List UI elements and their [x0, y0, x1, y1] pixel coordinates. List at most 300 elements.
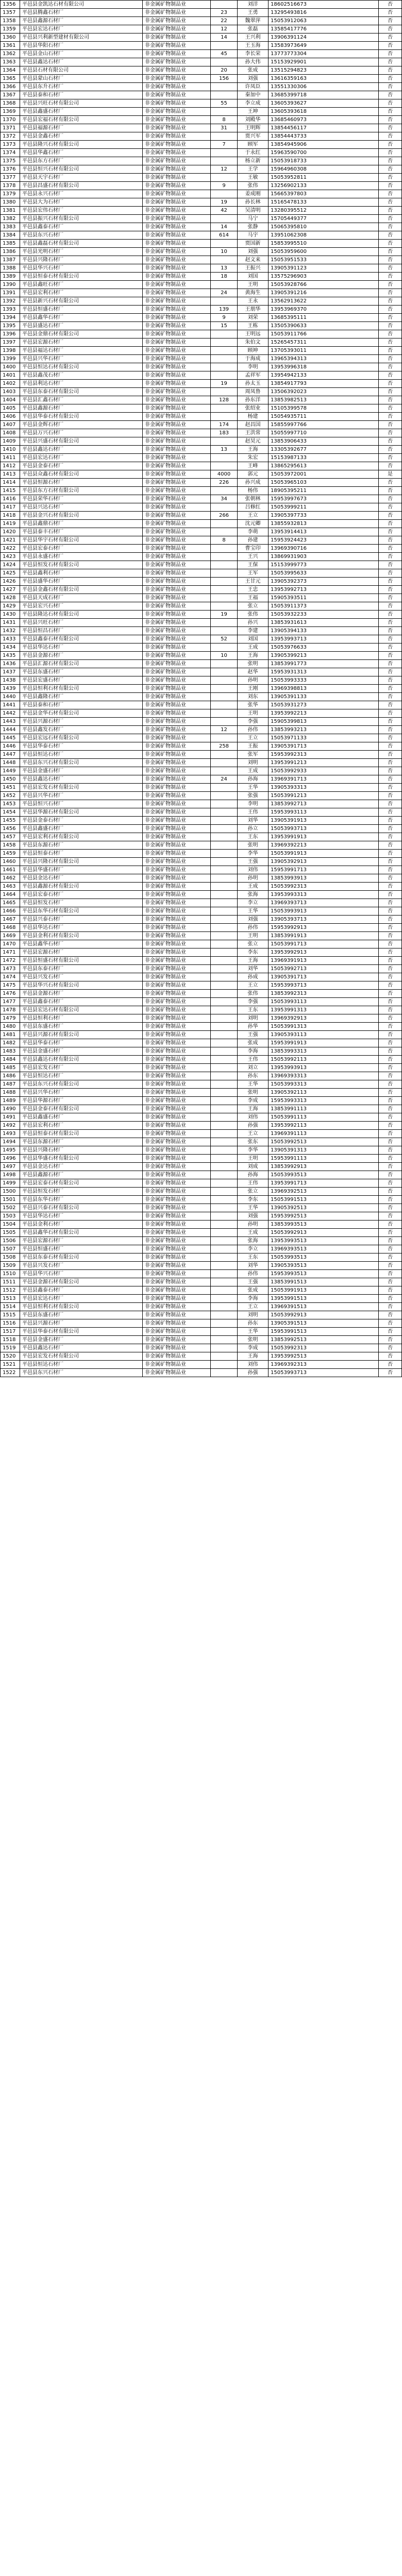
contact-person-cell: 李明 [238, 800, 269, 808]
table-row [1, 957, 402, 965]
row-number-cell: 1474 [1, 973, 20, 981]
row-number-cell: 1410 [1, 446, 20, 454]
industry-cell: 非金属矿物制品业 [143, 726, 211, 734]
table-row [1, 462, 402, 470]
quantity-cell: 12 [211, 25, 238, 33]
phone-number-cell: 13969393713 [269, 899, 379, 907]
industry-cell: 非金属矿物制品业 [143, 932, 211, 940]
quantity-cell: 12 [211, 726, 238, 734]
contact-person-cell: 张静 [238, 223, 269, 231]
flag-cell: 否 [379, 553, 402, 561]
contact-person-cell: 杨伟 [238, 487, 269, 495]
table-row [1, 9, 402, 17]
table-row [1, 940, 402, 948]
industry-cell: 非金属矿物制品业 [143, 800, 211, 808]
industry-cell: 非金属矿物制品业 [143, 1089, 211, 1097]
industry-cell: 非金属矿物制品业 [143, 528, 211, 536]
flag-cell: 否 [379, 503, 402, 512]
company-name-cell: 平邑县宏盛石材厂 [20, 676, 143, 685]
industry-cell: 非金属矿物制品业 [143, 1278, 211, 1286]
industry-cell: 非金属矿物制品业 [143, 231, 211, 240]
company-name-cell: 平邑县华鑫石材厂 [20, 149, 143, 157]
contact-person-cell: 赵华 [238, 668, 269, 676]
table-row [1, 429, 402, 437]
industry-cell: 非金属矿物制品业 [143, 99, 211, 108]
phone-number-cell: 13280395512 [269, 207, 379, 215]
quantity-cell [211, 1204, 238, 1212]
flag-cell: 否 [379, 264, 402, 273]
contact-person-cell: 张军 [238, 751, 269, 759]
industry-cell: 非金属矿物制品业 [143, 380, 211, 388]
contact-person-cell: 张明 [238, 841, 269, 850]
industry-cell: 非金属矿物制品业 [143, 1311, 211, 1319]
company-name-cell: 平邑县鑫隆石材厂 [20, 693, 143, 701]
quantity-cell: 42 [211, 207, 238, 215]
flag-cell: 否 [379, 817, 402, 825]
quantity-cell [211, 108, 238, 116]
phone-number-cell: 13854945906 [269, 141, 379, 149]
phone-number-cell: 15053952811 [269, 174, 379, 182]
quantity-cell: 139 [211, 306, 238, 314]
quantity-cell [211, 1212, 238, 1221]
flag-cell: 否 [379, 1031, 402, 1039]
industry-cell: 非金属矿物制品业 [143, 627, 211, 635]
table-row [1, 784, 402, 792]
company-name-cell: 平邑县鑫泰石材有限公司 [20, 635, 143, 643]
flag-cell: 否 [379, 619, 402, 627]
contact-person-cell: 王海 [238, 1105, 269, 1113]
contact-person-cell: 王明远 [238, 330, 269, 338]
contact-person-cell: 王明辉 [238, 124, 269, 132]
quantity-cell [211, 388, 238, 396]
phone-number-cell: 15053993713 [269, 825, 379, 833]
flag-cell: 否 [379, 413, 402, 421]
industry-cell: 非金属矿物制品业 [143, 718, 211, 726]
contact-person-cell: 沈元卿 [238, 520, 269, 528]
company-name-cell: 平邑县利达石材厂 [20, 380, 143, 388]
phone-number-cell: 13905392113 [269, 1089, 379, 1097]
quantity-cell [211, 825, 238, 833]
quantity-cell [211, 1229, 238, 1237]
table-row [1, 1204, 402, 1212]
row-number-cell: 1500 [1, 1188, 20, 1196]
quantity-cell: 23 [211, 9, 238, 17]
row-number-cell: 1408 [1, 429, 20, 437]
table-row [1, 1047, 402, 1056]
row-number-cell: 1506 [1, 1237, 20, 1245]
flag-cell: 否 [379, 545, 402, 553]
company-name-cell: 平邑县宏利石材厂 [20, 289, 143, 297]
table-row [1, 709, 402, 718]
industry-cell: 非金属矿物制品业 [143, 1155, 211, 1163]
flag-cell: 否 [379, 668, 402, 676]
company-name-cell: 平邑县金泰石材厂 [20, 462, 143, 470]
industry-cell: 非金属矿物制品业 [143, 281, 211, 289]
quantity-cell [211, 1352, 238, 1361]
phone-number-cell: 13905392513 [269, 1204, 379, 1212]
table-row [1, 1286, 402, 1295]
contact-person-cell: 王福 [238, 594, 269, 602]
flag-cell: 否 [379, 182, 402, 190]
row-number-cell: 1402 [1, 380, 20, 388]
contact-person-cell: 王振兴 [238, 264, 269, 273]
flag-cell: 否 [379, 1328, 402, 1336]
table-row [1, 751, 402, 759]
flag-cell: 否 [379, 1262, 402, 1270]
quantity-cell: 156 [211, 75, 238, 83]
phone-number-cell: 13969393513 [269, 1245, 379, 1253]
company-name-cell: 平邑县金利石材有限公司 [20, 932, 143, 940]
industry-cell: 非金属矿物制品业 [143, 1253, 211, 1262]
flag-cell: 否 [379, 1344, 402, 1352]
phone-number-cell: 13585417776 [269, 25, 379, 33]
row-number-cell: 1448 [1, 759, 20, 767]
contact-person-cell: 赵文来 [238, 256, 269, 264]
quantity-cell [211, 1171, 238, 1179]
table-row [1, 1369, 402, 1377]
flag-cell: 否 [379, 99, 402, 108]
flag-cell: 否 [379, 429, 402, 437]
row-number-cell: 1430 [1, 611, 20, 619]
row-number-cell: 1449 [1, 767, 20, 775]
phone-number-cell: 15053993313 [269, 1080, 379, 1089]
phone-number-cell: 15065395810 [269, 223, 379, 231]
industry-cell: 非金属矿物制品业 [143, 495, 211, 503]
table-row [1, 454, 402, 462]
phone-number-cell: 13515294823 [269, 66, 379, 75]
flag-cell: 否 [379, 421, 402, 429]
company-name-cell: 平邑县恒发石材厂 [20, 1188, 143, 1196]
quantity-cell [211, 1146, 238, 1155]
contact-person-cell: 王成 [238, 1229, 269, 1237]
table-row [1, 75, 402, 83]
flag-cell: 否 [379, 83, 402, 91]
table-row [1, 1155, 402, 1163]
row-number-cell: 1505 [1, 1229, 20, 1237]
table-row [1, 841, 402, 850]
company-name-cell: 平邑县东盛石材厂 [20, 668, 143, 676]
company-name-cell: 平邑县宏发石材有限公司 [20, 1352, 143, 1361]
contact-person-cell: 王忠 [238, 586, 269, 594]
row-number-cell: 1501 [1, 1196, 20, 1204]
phone-number-cell: 13905393713 [269, 916, 379, 924]
phone-number-cell: 13905399213 [269, 652, 379, 660]
contact-person-cell: 王立 [238, 1303, 269, 1311]
flag-cell: 否 [379, 273, 402, 281]
phone-number-cell: 13905391713 [269, 742, 379, 751]
quantity-cell [211, 1138, 238, 1146]
industry-cell: 非金属矿物制品业 [143, 330, 211, 338]
company-name-cell: 平邑县宏源石材厂 [20, 338, 143, 347]
contact-person-cell: 张伟 [238, 990, 269, 998]
flag-cell: 否 [379, 611, 402, 619]
phone-number-cell: 13905391123 [269, 264, 379, 273]
company-name-cell: 平邑县金盛石材厂 [20, 767, 143, 775]
company-name-cell: 平邑县华兴石材有限公司 [20, 981, 143, 990]
quantity-cell [211, 973, 238, 981]
industry-cell: 非金属矿物制品业 [143, 685, 211, 693]
row-number-cell: 1497 [1, 1163, 20, 1171]
contact-person-cell: 刘立 [238, 1064, 269, 1072]
industry-cell: 非金属矿物制品业 [143, 1352, 211, 1361]
quantity-cell: 14 [211, 33, 238, 42]
industry-cell: 非金属矿物制品业 [143, 157, 211, 165]
flag-cell: 否 [379, 1179, 402, 1188]
company-name-cell: 平邑县金鼎石材有限公司 [20, 330, 143, 338]
phone-number-cell: 15053965103 [269, 479, 379, 487]
quantity-cell [211, 891, 238, 899]
industry-cell: 非金属矿物制品业 [143, 1023, 211, 1031]
flag-cell: 否 [379, 899, 402, 907]
row-number-cell: 1510 [1, 1270, 20, 1278]
contact-person-cell: 郭元 [238, 470, 269, 479]
quantity-cell [211, 1014, 238, 1023]
table-row [1, 932, 402, 940]
industry-cell: 非金属矿物制品业 [143, 363, 211, 371]
phone-number-cell: 13853993213 [269, 726, 379, 734]
contact-person-cell: 王永 [238, 297, 269, 306]
table-row [1, 231, 402, 240]
company-name-cell: 平邑县华兴石材厂 [20, 1270, 143, 1278]
phone-number-cell: 13953991713 [269, 1179, 379, 1188]
table-row [1, 611, 402, 619]
industry-cell: 非金属矿物制品业 [143, 619, 211, 627]
flag-cell: 否 [379, 685, 402, 693]
company-name-cell: 平邑县鑫达石材厂 [20, 1344, 143, 1352]
contact-person-cell: 张绍业 [238, 404, 269, 413]
table-row [1, 256, 402, 264]
quantity-cell [211, 693, 238, 701]
industry-cell: 非金属矿物制品业 [143, 734, 211, 742]
quantity-cell [211, 751, 238, 759]
table-row [1, 396, 402, 404]
industry-cell: 非金属矿物制品业 [143, 1171, 211, 1179]
industry-cell: 非金属矿物制品业 [143, 1080, 211, 1089]
contact-person-cell: 吕修红 [238, 503, 269, 512]
industry-cell: 非金属矿物制品业 [143, 668, 211, 676]
phone-number-cell: 13853993313 [269, 1047, 379, 1056]
company-name-cell: 平邑县宏达石材厂 [20, 1295, 143, 1303]
quantity-cell: 13 [211, 264, 238, 273]
phone-number-cell: 13505390633 [269, 322, 379, 330]
quantity-cell [211, 215, 238, 223]
row-number-cell: 1476 [1, 990, 20, 998]
table-row [1, 157, 402, 165]
flag-cell: 否 [379, 561, 402, 569]
row-number-cell: 1509 [1, 1262, 20, 1270]
table-row [1, 734, 402, 742]
company-name-cell: 平邑县华泰石材有限公司 [20, 1328, 143, 1336]
flag-cell: 否 [379, 132, 402, 141]
phone-number-cell: 13853992913 [269, 1163, 379, 1171]
contact-person-cell: 朱伯文 [238, 338, 269, 347]
quantity-cell [211, 1155, 238, 1163]
row-number-cell: 1486 [1, 1072, 20, 1080]
flag-cell: 否 [379, 1072, 402, 1080]
row-number-cell: 1364 [1, 66, 20, 75]
phone-number-cell: 13954942133 [269, 371, 379, 380]
quantity-cell [211, 767, 238, 775]
company-name-cell: 平邑县恒盛石材厂 [20, 1245, 143, 1253]
table-row [1, 1014, 402, 1023]
row-number-cell: 1420 [1, 528, 20, 536]
phone-number-cell: 13853991513 [269, 1278, 379, 1286]
row-number-cell: 1432 [1, 627, 20, 635]
phone-number-cell: 15053991513 [269, 1196, 379, 1204]
flag-cell: 否 [379, 91, 402, 99]
contact-person-cell: 李华 [238, 850, 269, 858]
flag-cell: 否 [379, 149, 402, 157]
flag-cell: 否 [379, 1122, 402, 1130]
phone-number-cell: 13969392213 [269, 841, 379, 850]
quantity-cell [211, 462, 238, 470]
table-row [1, 1253, 402, 1262]
contact-person-cell: 贾国新 [238, 240, 269, 248]
table-row [1, 520, 402, 528]
phone-number-cell: 13969392313 [269, 1361, 379, 1369]
flag-cell: 否 [379, 990, 402, 998]
quantity-cell [211, 948, 238, 957]
company-name-cell: 平邑县兴隆石材厂 [20, 1146, 143, 1155]
phone-number-cell: 15053993513 [269, 1253, 379, 1262]
table-row [1, 446, 402, 454]
flag-cell: 否 [379, 1196, 402, 1204]
industry-cell: 非金属矿物制品业 [143, 1039, 211, 1047]
company-name-cell: 平邑县宏泰石材厂 [20, 545, 143, 553]
table-row [1, 528, 402, 536]
phone-number-cell: 15053992913 [269, 1229, 379, 1237]
phone-number-cell: 15053999211 [269, 503, 379, 512]
quantity-cell [211, 503, 238, 512]
contact-person-cell: 王立 [238, 734, 269, 742]
row-number-cell: 1399 [1, 355, 20, 363]
phone-number-cell: 15053972001 [269, 470, 379, 479]
industry-cell: 非金属矿物制品业 [143, 1369, 211, 1377]
contact-person-cell: 刘殿华 [238, 116, 269, 124]
company-name-cell: 平邑县鑫达石材有限公司 [20, 1056, 143, 1064]
company-name-cell: 平邑县兴达石材厂 [20, 503, 143, 512]
company-name-cell: 平邑县华泰石材厂 [20, 742, 143, 751]
flag-cell: 否 [379, 322, 402, 330]
phone-number-cell: 13685399718 [269, 91, 379, 99]
company-name-cell: 平邑县大为石材厂 [20, 198, 143, 207]
quantity-cell: 10 [211, 248, 238, 256]
contact-person-cell: 王立 [238, 512, 269, 520]
row-number-cell: 1373 [1, 141, 20, 149]
flag-cell: 否 [379, 726, 402, 734]
flag-cell: 否 [379, 1245, 402, 1253]
quantity-cell [211, 1369, 238, 1377]
table-row [1, 866, 402, 874]
industry-cell: 非金属矿物制品业 [143, 17, 211, 25]
flag-cell: 否 [379, 643, 402, 652]
phone-number-cell: 13575296903 [269, 273, 379, 281]
table-row [1, 487, 402, 495]
table-row [1, 1138, 402, 1146]
contact-person-cell: 张成 [238, 66, 269, 75]
flag-cell: 否 [379, 174, 402, 182]
row-number-cell: 1401 [1, 371, 20, 380]
contact-person-cell: 李立 [238, 899, 269, 907]
company-name-cell: 平邑县华盛石材厂 [20, 866, 143, 874]
industry-cell: 非金属矿物制品业 [143, 446, 211, 454]
table-row [1, 635, 402, 643]
industry-cell: 非金属矿物制品业 [143, 132, 211, 141]
flag-cell: 否 [379, 1278, 402, 1286]
company-name-cell: 平邑县金达石材厂 [20, 874, 143, 883]
contact-person-cell: 孙海 [238, 775, 269, 784]
row-number-cell: 1499 [1, 1179, 20, 1188]
phone-number-cell: 13854443733 [269, 132, 379, 141]
industry-cell: 非金属矿物制品业 [143, 297, 211, 306]
flag-cell: 否 [379, 1303, 402, 1311]
industry-cell: 非金属矿物制品业 [143, 33, 211, 42]
table-row [1, 512, 402, 520]
row-number-cell: 1452 [1, 792, 20, 800]
industry-cell: 非金属矿物制品业 [143, 792, 211, 800]
flag-cell: 否 [379, 1212, 402, 1221]
contact-person-cell: 王勇 [238, 9, 269, 17]
phone-number-cell: 15053912063 [269, 17, 379, 25]
contact-person-cell: 孙太玉 [238, 380, 269, 388]
quantity-cell [211, 1336, 238, 1344]
contact-person-cell: 王立 [238, 981, 269, 990]
industry-cell: 非金属矿物制品业 [143, 487, 211, 495]
phone-number-cell: 15265457311 [269, 338, 379, 347]
company-name-cell: 平邑县宏达石材厂 [20, 454, 143, 462]
industry-cell: 非金属矿物制品业 [143, 1221, 211, 1229]
table-row [1, 17, 402, 25]
contact-person-cell: 吴清明 [238, 207, 269, 215]
row-number-cell: 1379 [1, 190, 20, 198]
phone-number-cell: 15055997710 [269, 429, 379, 437]
flag-cell: 否 [379, 751, 402, 759]
contact-person-cell: 王明 [238, 281, 269, 289]
contact-person-cell: 朱宏 [238, 454, 269, 462]
quantity-cell: 8 [211, 536, 238, 545]
quantity-cell [211, 1113, 238, 1122]
flag-cell: 否 [379, 784, 402, 792]
phone-number-cell: 15053992713 [269, 965, 379, 973]
row-number-cell: 1473 [1, 965, 20, 973]
table-row [1, 668, 402, 676]
flag-cell: 否 [379, 141, 402, 149]
phone-number-cell: 13953991213 [269, 759, 379, 767]
company-name-cell: 平邑县华宇石材有限公司 [20, 536, 143, 545]
quantity-cell [211, 520, 238, 528]
table-row [1, 190, 402, 198]
quantity-cell [211, 866, 238, 874]
phone-number-cell: 13951062308 [269, 231, 379, 240]
company-name-cell: 平邑县鑫华石材有限公司 [20, 1229, 143, 1237]
phone-number-cell: 13869931903 [269, 553, 379, 561]
table-row [1, 981, 402, 990]
phone-number-cell: 13905391216 [269, 289, 379, 297]
row-number-cell: 1441 [1, 701, 20, 709]
company-name-cell: 平邑县东方石材厂 [20, 157, 143, 165]
quantity-cell [211, 858, 238, 866]
row-number-cell: 1445 [1, 734, 20, 742]
flag-cell: 否 [379, 916, 402, 924]
contact-person-cell: 张海 [238, 891, 269, 899]
table-row [1, 421, 402, 429]
table-row [1, 578, 402, 586]
industry-cell: 非金属矿物制品业 [143, 817, 211, 825]
contact-person-cell: 王强 [238, 1031, 269, 1039]
table-row [1, 99, 402, 108]
flag-cell: 否 [379, 883, 402, 891]
phone-number-cell: 15053991913 [269, 850, 379, 858]
